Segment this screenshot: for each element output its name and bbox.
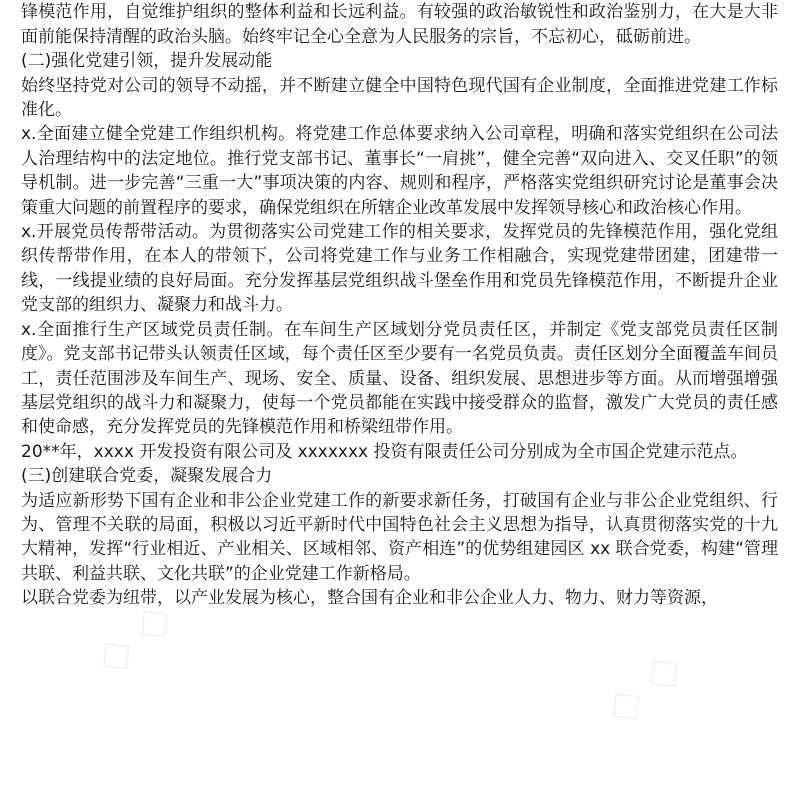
section-heading-3: (三)创建联合党委，凝聚发展合力 — [21, 466, 273, 487]
paragraph-responsibility: x.全面推行生产区域党员责任制。在车间生产区域划分党员责任区，并制定《党支部党员责任区制度》。党支部书记带头认领责任区域，每个责任区至少要有一名党员负责。责任区划分全面覆盖车间员工，责任范围涉及车间生产、现场、安全、质量、设备、组织发展、思想进步等方面。从而增强增强基层党组织的战斗力和凝聚力，使每一个党员都能在实践中接受群众的监督，激发广大党员的责任感和使命感，充分发挥党员的先锋模范作用和桥梁纽带作用。 — [21, 319, 778, 438]
paragraph-mentoring: x.开展党员传帮带活动。为贯彻落实公司党建工作的相关要求，发挥党员的先锋模范作用，强化党组织传帮带作用，在本人的带领下，公司将党建工作与业务工作相融合，实现党建带团建，团建带一线，一线提业绩的良好局面。充分发挥基层党组织战斗堡垒作用和党员先锋模范作用，不断提升企业党支部的组织力、凝聚力和战斗力。 — [21, 222, 778, 316]
watermark-mark: ◇ ◇ — [512, 318, 613, 416]
watermark-mark: ◇ ◇ — [592, 638, 693, 736]
paragraph-organization: x.全面建立健全党建工作组织机构。将党建工作总体要求纳入公司章程，明确和落实党组织在公司法人治理结构中的法定地位。推行党支部书记、董事长“一肩挑”，健全完善“双向进入、交叉任职”的领导机制。进一步完善“三重一大”事项决策的内容、规则和程序，严格落实党组织研究讨论是董事会决策重大问题的前置程序的要求，确保党组织在所辖企业改革发展中发挥领导核心和政治核心作用。 — [21, 124, 778, 218]
watermark-mark: ◇ ◇ — [82, 588, 183, 686]
watermark-mark: ◇ ◇ — [182, 128, 283, 226]
paragraph-integration: 以联合党委为纽带，以产业发展为核心，整合国有企业和非公企业人力、物力、财力等资源， — [21, 588, 718, 609]
paragraph-party-leadership: 始终坚持党对公司的领导不动摇，并不断建立健全中国特色现代国有企业制度，全面推进党建工作标准化。 — [21, 75, 778, 121]
paragraph-demonstration: 20**年，xxxx 开发投资有限公司及 xxxxxxx 投资有限责任公司分别成为全市国企党建示范点。 — [21, 441, 748, 462]
paragraph-intro: 锋模范作用，自觉维护组织的整体利益和长远利益。有较强的政治敏锐性和政治鉴别力，在大是大非面前能保持清醒的政治头脑。始终牢记全心全意为人民服务的宗旨，不忘初心，砥砺前进。 — [21, 2, 778, 47]
section-heading-2: (二)强化党建引领，提升发展动能 — [21, 51, 273, 72]
paragraph-joint-committee: 为适应新形势下国有企业和非公企业党建工作的新要求新任务，打破国有企业与非公企业党组织、行为、管理不关联的局面，积极以习近平新时代中国特色社会主义思想为指导，认真贯彻落实党的十九大精神，发挥“行业相近、产业相关、区域相邻、资产相连”的优势组建园区 xx 联合党委，构建“管理共联、利益共联、文化共联”的企业党建工作新格局。 — [21, 490, 778, 584]
